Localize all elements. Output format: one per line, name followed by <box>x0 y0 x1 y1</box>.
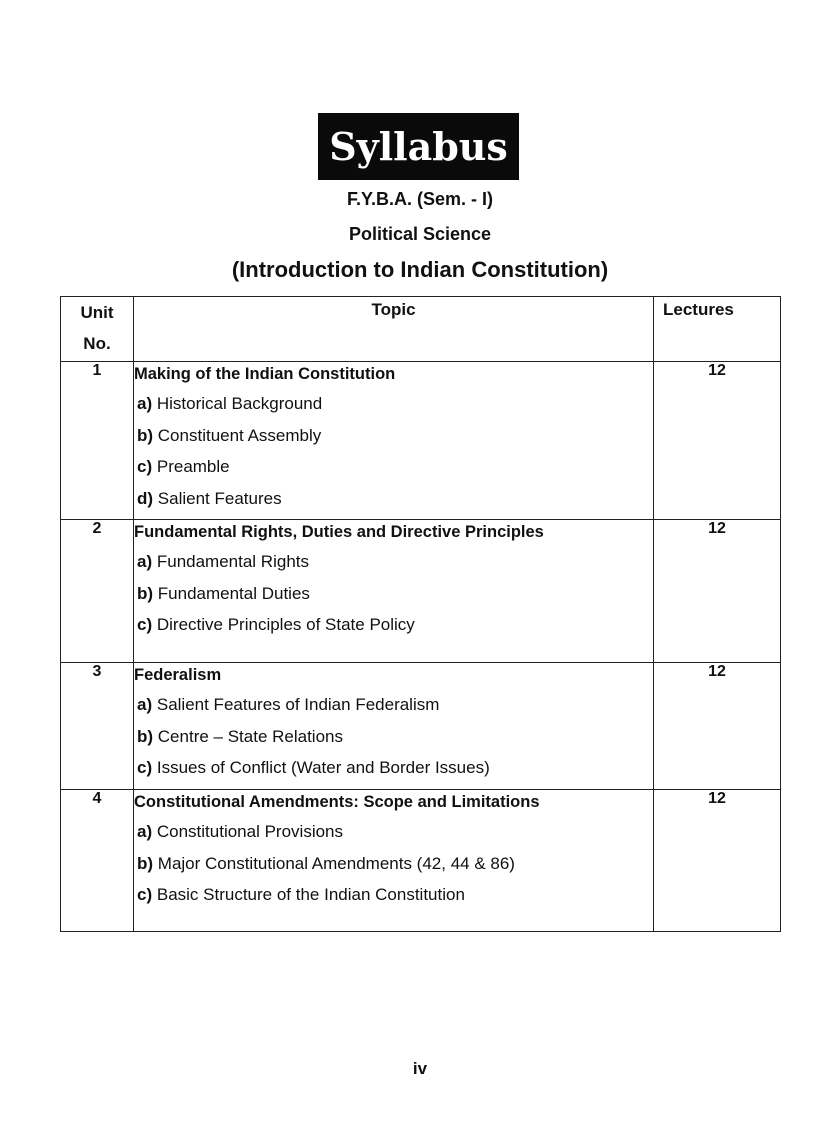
unit-header <box>61 297 134 362</box>
list-item <box>134 609 653 641</box>
unit-number: 4 <box>61 790 134 932</box>
unit-number: 1 <box>61 362 134 520</box>
topic-cell <box>134 790 654 932</box>
list-item <box>134 879 653 911</box>
unit-number: 3 <box>61 663 134 790</box>
list-item-marker: c) <box>137 885 153 904</box>
list-item-marker: a) <box>137 552 153 571</box>
list-item <box>134 420 653 452</box>
list-item-text: Directive Principles of State Policy <box>156 615 415 634</box>
list-item-marker: b) <box>137 726 154 746</box>
table-row <box>61 663 781 790</box>
list-item-text: Preamble <box>156 457 230 476</box>
list-item <box>134 451 653 483</box>
table-row <box>61 520 781 663</box>
list-item-text: Fundamental Rights <box>156 552 309 571</box>
list-item-marker: b) <box>137 583 154 603</box>
list-item-text: Constitutional Provisions <box>156 822 344 841</box>
list-item-marker: a) <box>137 822 153 841</box>
list-item <box>134 578 653 610</box>
lectures-header-label: Lectures <box>663 300 734 319</box>
list-item-marker: a) <box>137 394 153 413</box>
topic-cell <box>134 663 654 790</box>
table-row <box>61 790 781 932</box>
list-item <box>134 483 653 515</box>
lectures-cell <box>654 520 781 663</box>
topic-cell <box>134 362 654 520</box>
list-item-text: Historical Background <box>156 394 323 413</box>
subject-name: Political Science <box>348 224 492 244</box>
list-item-text: Centre – State Relations <box>157 726 343 746</box>
lecture-count: 12 <box>708 790 726 807</box>
page-number: iv <box>412 1059 428 1078</box>
topic-header-label: Topic <box>371 300 416 319</box>
syllabus-title-banner <box>318 113 519 180</box>
table-header-row <box>61 297 781 362</box>
list-item-text: Basic Structure of the Indian Constitution <box>156 885 465 904</box>
list-item-text: Major Constitutional Amendments (42, 44 & 86) <box>157 853 515 873</box>
lectures-cell <box>654 362 781 520</box>
unit-header-line2: No. <box>83 334 111 353</box>
lectures-header <box>654 297 781 362</box>
list-item <box>134 388 653 420</box>
unit-title: Federalism <box>134 666 222 684</box>
unit-title: Constitutional Amendments: Scope and Limitations <box>134 793 540 811</box>
list-item <box>134 689 653 721</box>
list-item-marker: b) <box>137 853 154 873</box>
list-item-text: Fundamental Duties <box>157 583 310 603</box>
list-item-marker: a) <box>137 695 153 714</box>
list-item <box>134 546 653 578</box>
list-item <box>134 816 653 848</box>
list-item-marker: c) <box>137 457 153 476</box>
unit-title: Making of the Indian Constitution <box>134 365 396 383</box>
topic-header <box>134 297 654 362</box>
unit-title: Fundamental Rights, Duties and Directive Principles <box>134 523 544 541</box>
paper-title: (Introduction to Indian Constitution) <box>231 257 609 282</box>
syllabus-title: Syllabus <box>329 124 508 169</box>
topic-cell <box>134 520 654 663</box>
list-item-marker: c) <box>137 758 153 777</box>
lecture-count: 12 <box>708 663 726 680</box>
list-item-marker: b) <box>137 425 154 445</box>
list-item-marker: c) <box>137 615 153 634</box>
lecture-count: 12 <box>708 362 726 379</box>
list-item <box>134 848 653 880</box>
lectures-cell <box>654 663 781 790</box>
list-item-text: Constituent Assembly <box>157 425 322 445</box>
syllabus-table <box>60 296 781 932</box>
list-item <box>134 721 653 753</box>
list-item-text: Salient Features of Indian Federalism <box>156 695 440 714</box>
unit-header-line1: Unit <box>80 303 114 322</box>
lecture-count: 12 <box>708 520 726 537</box>
list-item-text: Issues of Conflict (Water and Border Issues) <box>156 758 490 777</box>
table-row <box>61 362 781 520</box>
list-item <box>134 752 653 784</box>
unit-number: 2 <box>61 520 134 663</box>
list-item-marker: d) <box>137 488 154 508</box>
lectures-cell <box>654 790 781 932</box>
list-item-text: Salient Features <box>157 488 282 508</box>
course-name: F.Y.B.A. (Sem. - I) <box>346 189 494 209</box>
